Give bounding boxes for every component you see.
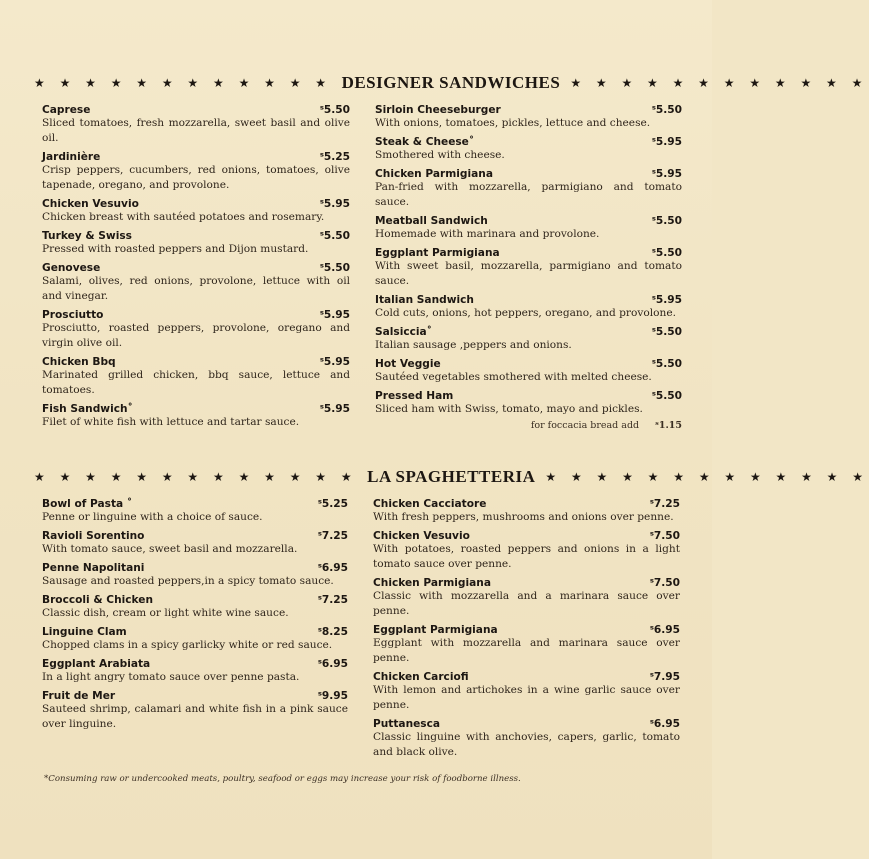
menu-item <box>42 230 350 257</box>
menu-item-description: Prosciutto, roasted peppers, provolone, oregano and virgin olive oil. <box>42 322 350 349</box>
menu-item-description: Smothered with cheese. <box>375 149 505 161</box>
menu-item <box>375 215 682 242</box>
menu-item-name: Penne Napolitani <box>42 562 145 574</box>
menu-item-header <box>42 309 350 321</box>
menu-item-header <box>375 326 682 338</box>
menu-item <box>373 624 680 666</box>
menu-item-name: Sirloin Cheeseburger <box>375 104 501 116</box>
menu-item-name: Eggplant Arabiata <box>42 658 151 670</box>
menu-item-description: Sliced ham with Swiss, tomato, mayo and pickles. <box>375 403 643 415</box>
menu-item-name: Jardinière <box>42 151 101 163</box>
menu-item-description: With lemon and artichokes in a wine garlic sauce over penne. <box>373 684 680 711</box>
menu-item-name: Eggplant Parmigiana <box>373 624 498 636</box>
menu-item-name: Chicken Parmigiana <box>375 168 493 180</box>
menu-item-price: ˢ5.50 <box>651 104 682 116</box>
menu-item-header <box>42 690 348 702</box>
menu-item <box>373 718 680 760</box>
menu-item <box>373 671 680 713</box>
menu-item <box>42 403 350 430</box>
menu-item-header <box>375 390 682 402</box>
bread-addon <box>375 420 682 431</box>
menu-item-name: Fruit de Mer <box>42 690 116 702</box>
menu-item-header <box>42 658 348 670</box>
menu-item-description: Salami, olives, red onions, provolone, lettuce with oil and vinegar. <box>42 275 350 302</box>
menu-item-description: Sausage and roasted peppers,in a spicy tomato sauce. <box>42 575 334 587</box>
menu-item-price: ˢ5.95 <box>319 198 350 210</box>
menu-item <box>373 530 680 572</box>
menu-item <box>42 626 348 653</box>
menu-item-price: ˢ6.95 <box>649 624 680 636</box>
menu-item-description: Sliced tomatoes, fresh mozzarella, sweet basil and olive oil. <box>42 117 350 144</box>
menu-item-price: ˢ8.25 <box>317 626 348 638</box>
menu-item-price: ˢ5.95 <box>319 356 350 368</box>
menu-item-price: ˢ7.25 <box>317 530 348 542</box>
footnote: *Consuming raw or undercooked meats, poultry, seafood or eggs may increase your risk of foodborne illness. <box>44 774 521 784</box>
menu-item <box>375 358 682 385</box>
menu-item-name: Bowl of Pasta ˚ <box>42 498 133 510</box>
menu-item-header <box>375 215 682 227</box>
stars-left: ★ ★ ★ ★ ★ ★ ★ ★ ★ ★ ★ ★ <box>34 76 332 90</box>
menu-item <box>42 104 350 146</box>
menu-item <box>42 309 350 351</box>
menu-item <box>375 104 682 131</box>
menu-item-name: Steak & Cheese˚ <box>375 136 475 148</box>
menu-item-price: ˢ5.50 <box>319 104 350 116</box>
menu-item-header <box>42 104 350 116</box>
menu-item-header <box>373 718 680 730</box>
menu-item-price: ˢ7.25 <box>317 594 348 606</box>
menu-item-name: Pressed Ham <box>375 390 454 402</box>
sandwiches-header <box>34 71 868 95</box>
section-title-pasta: LA SPAGHETTERIA <box>367 467 536 486</box>
menu-item <box>42 356 350 398</box>
menu-item-name: Ravioli Sorentino <box>42 530 145 542</box>
menu-item-price: ˢ5.95 <box>651 168 682 180</box>
menu-item-price: ˢ5.95 <box>319 403 350 415</box>
menu-item <box>42 690 348 732</box>
menu-item <box>42 198 350 225</box>
menu-item-header <box>373 577 680 589</box>
menu-item <box>375 294 682 321</box>
menu-item-description: Marinated grilled chicken, bbq sauce, lettuce and tomatoes. <box>42 369 350 396</box>
menu-item-header <box>42 356 350 368</box>
menu-item <box>375 390 682 417</box>
menu-item-price: ˢ5.50 <box>651 390 682 402</box>
menu-item-price: ˢ5.95 <box>319 309 350 321</box>
menu-item <box>375 136 682 163</box>
menu-item-name: Fish Sandwich˚ <box>42 403 133 415</box>
menu-item-description: Sautéed vegetables smothered with melted cheese. <box>375 371 652 383</box>
menu-item-price: ˢ6.95 <box>317 562 348 574</box>
menu-item-header <box>42 626 348 638</box>
menu-item-description: Homemade with marinara and provolone. <box>375 228 600 240</box>
menu-item-description: Sauteed shrimp, calamari and white fish in a pink sauce over linguine. <box>42 703 348 730</box>
menu-item <box>42 530 348 557</box>
menu-item-description: Filet of white fish with lettuce and tartar sauce. <box>42 416 300 428</box>
menu-item-price: ˢ5.95 <box>651 136 682 148</box>
menu-item <box>42 658 348 685</box>
menu-item-price: ˢ5.50 <box>651 326 682 338</box>
stars-left: ★ ★ ★ ★ ★ ★ ★ ★ ★ ★ ★ ★ ★ <box>34 470 358 484</box>
menu-item-description: Italian sausage ,peppers and onions. <box>375 339 572 351</box>
menu-item-price: ˢ5.25 <box>319 151 350 163</box>
menu-item-name: Puttanesca <box>373 718 441 730</box>
menu-item-description: With potatoes, roasted peppers and onions in a light tomato sauce over penne. <box>373 543 680 570</box>
bread-addon-label: for foccacia bread add <box>530 420 640 431</box>
menu-item-header <box>373 498 680 510</box>
menu-item-header <box>42 530 348 542</box>
menu-item <box>42 498 348 525</box>
sandwiches-left-column <box>42 104 350 435</box>
menu-item-header <box>373 530 680 542</box>
menu-item-name: Turkey & Swiss <box>42 230 132 242</box>
menu-item-header <box>375 168 682 180</box>
menu-item <box>375 247 682 289</box>
stars-right: ★ ★ ★ ★ ★ ★ ★ ★ ★ ★ ★ ★ <box>570 76 868 90</box>
menu-item-header <box>375 294 682 306</box>
menu-item-description: Chopped clams in a spicy garlicky white or red sauce. <box>42 639 333 651</box>
menu-item-header <box>42 230 350 242</box>
menu-item-name: Chicken Cacciatore <box>373 498 487 510</box>
menu-item-description: Pressed with roasted peppers and Dijon mustard. <box>42 243 309 255</box>
menu-item-name: Italian Sandwich <box>375 294 474 306</box>
menu-item <box>375 326 682 353</box>
menu-item <box>42 151 350 193</box>
menu-item-description: Classic linguine with anchovies, capers, garlic, tomato and black olive. <box>373 731 680 758</box>
menu-item-price: ˢ5.50 <box>651 358 682 370</box>
menu-item <box>42 594 348 621</box>
menu-item-header <box>42 498 348 510</box>
menu-item-name: Chicken Parmigiana <box>373 577 491 589</box>
menu-item-name: Chicken Vesuvio <box>373 530 470 542</box>
menu-item <box>375 168 682 210</box>
menu-item-price: ˢ5.50 <box>319 230 350 242</box>
menu-item-price: ˢ5.25 <box>317 498 348 510</box>
menu-item-price: ˢ5.50 <box>651 215 682 227</box>
menu-item-description: Eggplant with mozzarella and marinara sauce over penne. <box>373 637 680 664</box>
menu-item-name: Salsiccia˚ <box>375 326 432 338</box>
menu-item-price: ˢ5.95 <box>651 294 682 306</box>
menu-item-price: ˢ6.95 <box>649 718 680 730</box>
menu-item-price: ˢ6.95 <box>317 658 348 670</box>
menu-item-header <box>42 198 350 210</box>
menu-item-price: ˢ7.25 <box>649 498 680 510</box>
menu-item-header <box>375 247 682 259</box>
menu-item-name: Eggplant Parmigiana <box>375 247 500 259</box>
menu-item-header <box>42 151 350 163</box>
menu-item-name: Meatball Sandwich <box>375 215 488 227</box>
menu-item <box>373 498 680 525</box>
menu-item-header <box>42 403 350 415</box>
menu-item <box>42 262 350 304</box>
menu-item-price: ˢ5.50 <box>651 247 682 259</box>
menu-item-name: Linguine Clam <box>42 626 127 638</box>
menu-item-price: ˢ7.95 <box>649 671 680 683</box>
menu-item <box>42 562 348 589</box>
menu-item-description: With fresh peppers, mushrooms and onions over penne. <box>373 511 674 523</box>
menu-item-price: ˢ5.50 <box>319 262 350 274</box>
menu-item-description: Classic dish, cream or light white wine sauce. <box>42 607 289 619</box>
menu-item-description: Penne or linguine with a choice of sauce. <box>42 511 263 523</box>
sandwiches-right-column <box>375 104 682 431</box>
menu-item-description: In a light angry tomato sauce over penne pasta. <box>42 671 300 683</box>
menu-item-name: Genovese <box>42 262 101 274</box>
menu-item-name: Hot Veggie <box>375 358 441 370</box>
pasta-left-column <box>42 498 348 737</box>
menu-item-name: Chicken Bbq <box>42 356 116 368</box>
menu-item-header <box>42 594 348 606</box>
pasta-right-column <box>373 498 680 765</box>
menu-item-name: Prosciutto <box>42 309 104 321</box>
pasta-header <box>34 465 869 489</box>
menu-item-header <box>375 136 682 148</box>
menu-item-description: Cold cuts, onions, hot peppers, oregano, and provolone. <box>375 307 676 319</box>
menu-item-description: With sweet basil, mozzarella, parmigiano and tomato sauce. <box>375 260 682 287</box>
menu-item-header <box>375 104 682 116</box>
menu-item-name: Chicken Carciofi <box>373 671 469 683</box>
menu-item-name: Chicken Vesuvio <box>42 198 139 210</box>
menu-item-description: With tomato sauce, sweet basil and mozzarella. <box>42 543 298 555</box>
menu-item-description: Crisp peppers, cucumbers, red onions, tomatoes, olive tapenade, oregano, and provolone. <box>42 164 350 191</box>
menu-item-header <box>373 671 680 683</box>
stars-right: ★ ★ ★ ★ ★ ★ ★ ★ ★ ★ ★ ★ ★ <box>545 470 869 484</box>
menu-item-header <box>373 624 680 636</box>
bread-addon-price: ˢ1.15 <box>655 420 682 431</box>
menu-item-description: Chicken breast with sautéed potatoes and rosemary. <box>42 211 325 223</box>
menu-item-header <box>42 562 348 574</box>
menu-item-price: ˢ9.95 <box>317 690 348 702</box>
menu-item <box>373 577 680 619</box>
section-title-sandwiches: DESIGNER SANDWICHES <box>341 73 561 92</box>
menu-item-description: Pan-fried with mozzarella, parmigiano and tomato sauce. <box>375 181 682 208</box>
menu-item-description: Classic with mozzarella and a marinara sauce over penne. <box>373 590 680 617</box>
menu-item-header <box>42 262 350 274</box>
menu-item-price: ˢ7.50 <box>649 577 680 589</box>
menu-item-name: Caprese <box>42 104 91 116</box>
menu-item-name: Broccoli & Chicken <box>42 594 154 606</box>
menu-item-description: With onions, tomatoes, pickles, lettuce and cheese. <box>375 117 651 129</box>
menu-item-header <box>375 358 682 370</box>
menu-item-price: ˢ7.50 <box>649 530 680 542</box>
